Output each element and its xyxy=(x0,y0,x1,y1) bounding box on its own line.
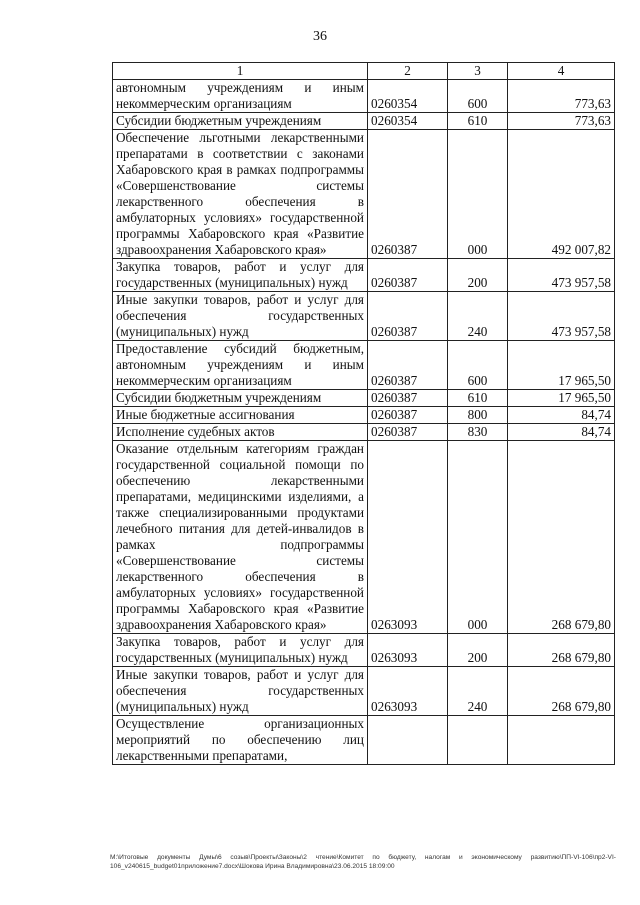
code-cell: 0263093 xyxy=(368,667,448,716)
table-row xyxy=(113,341,615,390)
table-header-row xyxy=(113,63,615,80)
header-cell-3: 3 xyxy=(448,63,508,80)
sum-cell: 492 007,82 xyxy=(508,130,615,259)
type-cell: 600 xyxy=(448,80,508,113)
desc-cell: Обеспечение льготными лекарственными препаратами в соответствии с законами Хабаровского края в рамках подпрограммы «Совершенствование системы лекарственного обеспечения в амбулаторных условиях» государственной программы Хабаровского края «Развитие здравоохранения Хабаровского края» xyxy=(113,130,368,259)
header-cell-1: 1 xyxy=(113,63,368,80)
sum-cell: 268 679,80 xyxy=(508,634,615,667)
desc-cell: Закупка товаров, работ и услуг для государственных (муниципальных) нужд xyxy=(113,634,368,667)
sum-cell xyxy=(508,716,615,765)
sum-cell: 268 679,80 xyxy=(508,667,615,716)
code-cell xyxy=(368,716,448,765)
sum-cell: 17 965,50 xyxy=(508,341,615,390)
type-cell: 800 xyxy=(448,407,508,424)
table-row xyxy=(113,424,615,441)
type-cell: 830 xyxy=(448,424,508,441)
header-cell-2: 2 xyxy=(368,63,448,80)
desc-cell: Предоставление субсидий бюджетным, автономным учреждениям и иным некоммерческим организациям xyxy=(113,341,368,390)
sum-cell: 773,63 xyxy=(508,113,615,130)
type-cell xyxy=(448,716,508,765)
table-row xyxy=(113,441,615,634)
desc-cell: Осуществление организационных мероприятий по обеспечению лиц лекарственными препаратами, xyxy=(113,716,368,765)
desc-cell: Субсидии бюджетным учреждениям xyxy=(113,113,368,130)
type-cell: 200 xyxy=(448,634,508,667)
sum-cell: 473 957,58 xyxy=(508,292,615,341)
desc-cell: автономным учреждениям и иным некоммерческим организациям xyxy=(113,80,368,113)
code-cell: 0260387 xyxy=(368,424,448,441)
code-cell: 0263093 xyxy=(368,441,448,634)
desc-cell: Иные закупки товаров, работ и услуг для обеспечения государственных (муниципальных) нужд xyxy=(113,292,368,341)
code-cell: 0263093 xyxy=(368,634,448,667)
desc-cell: Субсидии бюджетным учреждениям xyxy=(113,390,368,407)
code-cell: 0260354 xyxy=(368,80,448,113)
page-number: 36 xyxy=(313,29,327,44)
type-cell: 610 xyxy=(448,390,508,407)
sum-cell: 84,74 xyxy=(508,424,615,441)
code-cell: 0260387 xyxy=(368,407,448,424)
table-row xyxy=(113,130,615,259)
table-row xyxy=(113,259,615,292)
table-row xyxy=(113,113,615,130)
table-row xyxy=(113,407,615,424)
desc-cell: Иные бюджетные ассигнования xyxy=(113,407,368,424)
table-row xyxy=(113,80,615,113)
header-cell-4: 4 xyxy=(508,63,615,80)
type-cell: 610 xyxy=(448,113,508,130)
sum-cell: 17 965,50 xyxy=(508,390,615,407)
table-row xyxy=(113,390,615,407)
code-cell: 0260387 xyxy=(368,390,448,407)
desc-cell: Иные закупки товаров, работ и услуг для обеспечения государственных (муниципальных) нужд xyxy=(113,667,368,716)
code-cell: 0260387 xyxy=(368,341,448,390)
code-cell: 0260387 xyxy=(368,292,448,341)
budget-table xyxy=(112,62,615,765)
type-cell: 200 xyxy=(448,259,508,292)
type-cell: 600 xyxy=(448,341,508,390)
sum-cell: 473 957,58 xyxy=(508,259,615,292)
table-row xyxy=(113,667,615,716)
type-cell: 240 xyxy=(448,667,508,716)
table-row xyxy=(113,716,615,765)
sum-cell: 773,63 xyxy=(508,80,615,113)
sum-cell: 268 679,80 xyxy=(508,441,615,634)
sum-cell: 84,74 xyxy=(508,407,615,424)
desc-cell: Исполнение судебных актов xyxy=(113,424,368,441)
table-row xyxy=(113,634,615,667)
code-cell: 0260387 xyxy=(368,259,448,292)
footer-file-path: M:\Итоговые документы Думы\6 созыв\Проекты\Законы\2 чтение\Комитет по бюджету, налогам и экономическому развитию\ПП-VI-106\пр2-VI-106_v240615_budget01приложение7.docx\Шокова Ирина Владимировна\23.06.2015 18:09:00 xyxy=(110,854,616,870)
table-row xyxy=(113,292,615,341)
desc-cell: Закупка товаров, работ и услуг для государственных (муниципальных) нужд xyxy=(113,259,368,292)
type-cell: 000 xyxy=(448,441,508,634)
type-cell: 240 xyxy=(448,292,508,341)
code-cell: 0260354 xyxy=(368,113,448,130)
code-cell: 0260387 xyxy=(368,130,448,259)
type-cell: 000 xyxy=(448,130,508,259)
desc-cell: Оказание отдельным категориям граждан государственной социальной помощи по обеспечению лекарственными препаратами, медицинскими изделиями, а также специализированными продуктами лечебного питания для детей-инвалидов в рамках подпрограммы «Совершенствование системы лекарственного обеспечения в амбулаторных условиях» государственной программы Хабаровского края «Развитие здравоохранения Хабаровского края» xyxy=(113,441,368,634)
